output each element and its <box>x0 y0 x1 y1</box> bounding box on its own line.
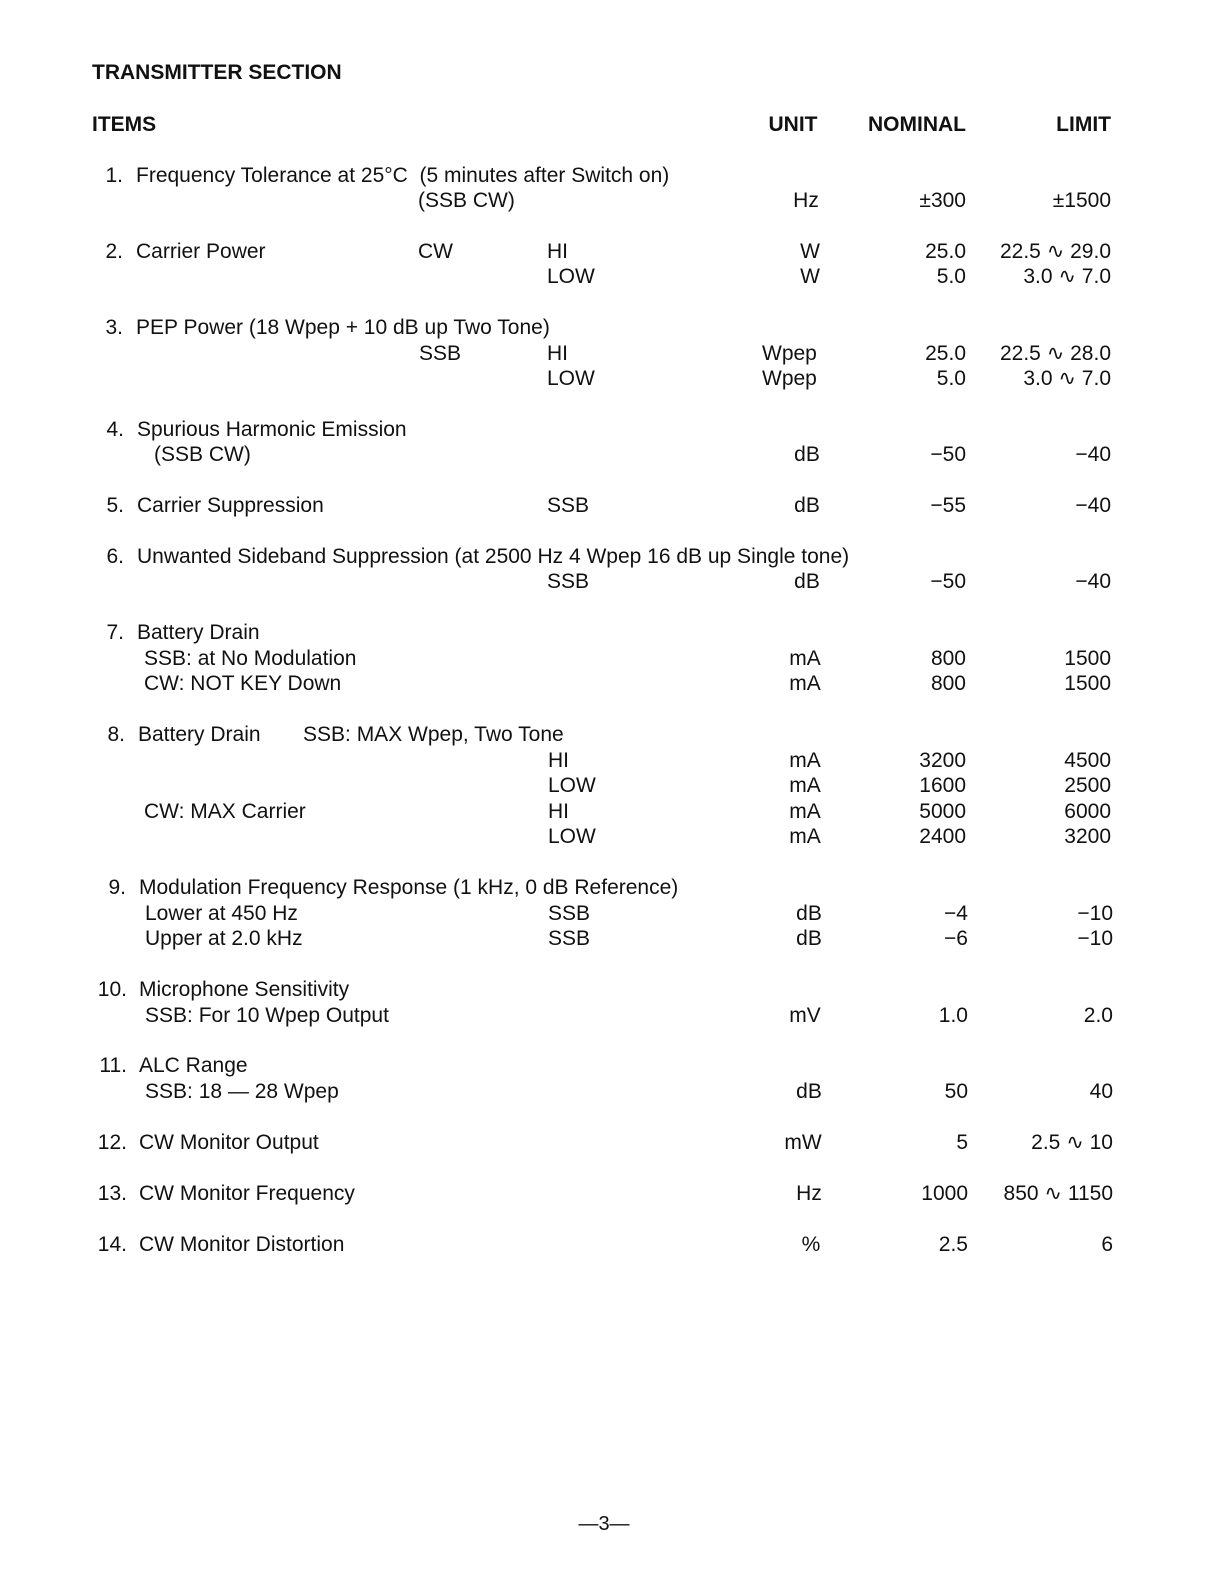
nominal-cell: −50 <box>930 570 966 593</box>
header-items: ITEMS <box>92 113 157 136</box>
limit-cell: −40 <box>1075 570 1111 593</box>
item-subtitle: (SSB CW) <box>154 443 251 466</box>
level-label: HI <box>548 749 569 772</box>
limit-cell: −10 <box>1077 927 1113 950</box>
unit-cell: dB <box>796 1080 822 1103</box>
unit-cell: dB <box>794 494 820 517</box>
unit-cell: W <box>800 240 820 263</box>
unit-cell: mA <box>789 647 821 670</box>
limit-cell: −10 <box>1077 902 1113 925</box>
nominal-cell: 1.0 <box>938 1004 968 1027</box>
item-number: 9. <box>108 876 126 899</box>
unit-cell: dB <box>796 902 822 925</box>
mode-label: (SSB CW) <box>418 189 515 212</box>
item-subtitle: CW: MAX Carrier <box>144 800 306 823</box>
level-label: HI <box>547 342 568 365</box>
item-subtitle: SSB: at No Modulation <box>144 647 357 670</box>
item-title: Carrier Power <box>136 240 266 263</box>
section-title: TRANSMITTER SECTION <box>92 61 342 84</box>
mode-label: SSB <box>547 494 590 517</box>
limit-cell: 6 <box>1101 1233 1113 1256</box>
limit-cell: 2.0 <box>1083 1004 1113 1027</box>
item-number: 11. <box>99 1054 127 1077</box>
limit-cell: 4500 <box>1064 749 1111 772</box>
item-title: Battery Drain <box>137 621 260 644</box>
mode-label: SSB <box>548 902 591 925</box>
unit-cell: dB <box>794 443 820 466</box>
item-title: Modulation Frequency Response (1 kHz, 0 dB Reference) <box>139 876 679 899</box>
unit-cell: Hz <box>793 189 819 212</box>
unit-cell: dB <box>794 570 820 593</box>
unit-cell: mA <box>789 774 821 797</box>
limit-cell: 40 <box>1089 1080 1113 1103</box>
item-subtitle: Lower at 450 Hz <box>145 902 298 925</box>
item-number: 10. <box>97 978 127 1001</box>
limit-cell: −40 <box>1075 494 1111 517</box>
nominal-cell: −55 <box>930 494 966 517</box>
item-title: ALC Range <box>139 1054 248 1077</box>
item-number: 3. <box>105 316 123 339</box>
nominal-cell: 800 <box>930 647 966 670</box>
item-number: 6. <box>106 545 124 568</box>
nominal-cell: 800 <box>930 672 966 695</box>
item-number: 7. <box>106 621 124 644</box>
item-number: 5. <box>106 494 124 517</box>
nominal-cell: 1000 <box>921 1182 968 1205</box>
nominal-cell: 2.5 <box>938 1233 968 1256</box>
limit-cell: 6000 <box>1064 800 1111 823</box>
item-title: Spurious Harmonic Emission <box>137 418 407 441</box>
limit-cell: 22.5 ∿ 28.0 <box>999 342 1111 365</box>
limit-cell: 22.5 ∿ 29.0 <box>999 240 1111 263</box>
unit-cell: Wpep <box>762 367 817 390</box>
item-title: CW Monitor Distortion <box>139 1233 345 1256</box>
mode-label: SSB <box>419 342 462 365</box>
header-nominal: NOMINAL <box>868 113 966 136</box>
unit-cell: mA <box>789 800 821 823</box>
item-title: Frequency Tolerance at 25°C (5 minutes after Switch on) <box>136 164 670 187</box>
nominal-cell: 5.0 <box>936 265 966 288</box>
unit-cell: mW <box>784 1131 822 1154</box>
unit-cell: Hz <box>796 1182 822 1205</box>
unit-cell: mA <box>789 749 821 772</box>
nominal-cell: 2400 <box>919 825 966 848</box>
limit-cell: 3200 <box>1064 825 1111 848</box>
item-subtitle: Upper at 2.0 kHz <box>145 927 303 950</box>
unit-cell: dB <box>796 927 822 950</box>
page-number: —3— <box>578 1513 630 1535</box>
limit-cell: 3.0 ∿ 7.0 <box>1023 265 1111 288</box>
item-title: Battery Drain <box>138 723 261 746</box>
unit-cell: mV <box>789 1004 821 1027</box>
nominal-cell: 5.0 <box>936 367 966 390</box>
unit-cell: W <box>800 265 820 288</box>
item-title: CW Monitor Frequency <box>139 1182 355 1205</box>
item-title: Carrier Suppression <box>137 494 324 517</box>
unit-cell: mA <box>789 825 821 848</box>
level-label: HI <box>547 240 568 263</box>
limit-cell: 850 ∿ 1150 <box>1003 1182 1113 1205</box>
limit-cell: 1500 <box>1064 672 1111 695</box>
limit-cell: 2500 <box>1064 774 1111 797</box>
unit-cell: mA <box>789 672 821 695</box>
limit-cell: ±1500 <box>1052 189 1111 212</box>
nominal-cell: −4 <box>944 902 968 925</box>
level-label: LOW <box>548 774 596 797</box>
nominal-cell: −6 <box>944 927 968 950</box>
nominal-cell: ±300 <box>919 189 966 212</box>
item-number: 2. <box>105 240 123 263</box>
item-number: 12. <box>97 1131 127 1154</box>
limit-cell: −40 <box>1075 443 1111 466</box>
limit-cell: 1500 <box>1064 647 1111 670</box>
item-subtitle: SSB: For 10 Wpep Output <box>145 1004 389 1027</box>
mode-label: SSB <box>547 570 590 593</box>
nominal-cell: −50 <box>930 443 966 466</box>
item-title: PEP Power (18 Wpep + 10 dB up Two Tone) <box>136 316 550 339</box>
mode-label: CW <box>418 240 453 263</box>
item-title: CW Monitor Output <box>139 1131 319 1154</box>
header-unit: UNIT <box>768 113 818 136</box>
nominal-cell: 25.0 <box>925 240 966 263</box>
limit-cell: 3.0 ∿ 7.0 <box>1023 367 1111 390</box>
item-number: 1. <box>105 164 123 187</box>
header-limit: LIMIT <box>1056 113 1111 136</box>
item-title: Unwanted Sideband Suppression (at 2500 Hz 4 Wpep 16 dB up Single tone) <box>137 545 850 568</box>
item-title: Microphone Sensitivity <box>139 978 350 1001</box>
item-number: 8. <box>107 723 125 746</box>
level-label: LOW <box>548 825 596 848</box>
nominal-cell: 5 <box>956 1131 968 1154</box>
item-number: 14. <box>97 1233 127 1256</box>
level-label: LOW <box>547 265 595 288</box>
item-number: 4. <box>106 418 124 441</box>
item-subtitle: SSB: MAX Wpep, Two Tone <box>303 723 564 746</box>
nominal-cell: 50 <box>944 1080 968 1103</box>
limit-cell: 2.5 ∿ 10 <box>1031 1131 1113 1154</box>
unit-cell: Wpep <box>762 342 817 365</box>
level-label: HI <box>548 800 569 823</box>
unit-cell: % <box>801 1233 821 1256</box>
nominal-cell: 25.0 <box>925 342 966 365</box>
nominal-cell: 3200 <box>919 749 966 772</box>
item-subtitle: CW: NOT KEY Down <box>144 672 342 695</box>
mode-label: SSB <box>548 927 591 950</box>
nominal-cell: 5000 <box>919 800 966 823</box>
item-number: 13. <box>97 1182 127 1205</box>
item-subtitle: SSB: 18 — 28 Wpep <box>145 1080 339 1103</box>
level-label: LOW <box>547 367 595 390</box>
nominal-cell: 1600 <box>919 774 966 797</box>
